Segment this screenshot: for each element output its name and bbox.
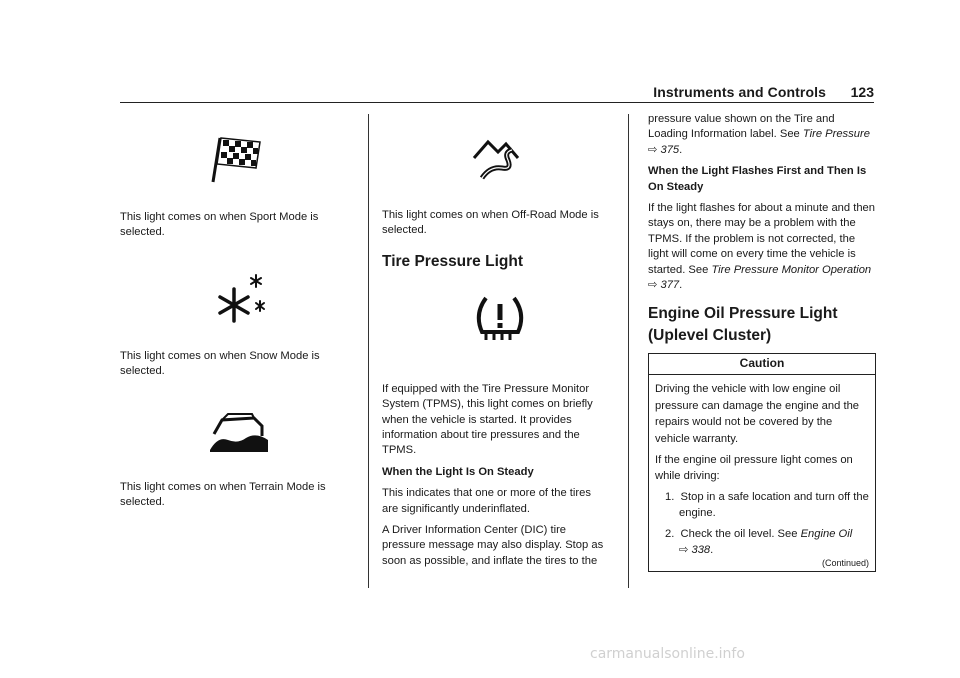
- terrain-icon-area: [120, 380, 348, 480]
- tpms-operation-page-ref[interactable]: 377: [660, 279, 680, 292]
- flash-text: If the light flashes for about a minute and then stays on, there may be a problem with the TPMS. If the problem is not corrected, the light will come on every time the vehicle is started. See Tire Pressure Monitor Operation ⇨ 377.: [648, 202, 876, 292]
- caution-step-2: 2. Check the oil level. See Engine Oil ⇨ 338.: [665, 528, 853, 556]
- flash-body: If the light flashes for about a minute and then stays on, there may be a problem with the TPMS. If the problem is not corrected, the light will come on every time the vehicle is started. See: [648, 202, 876, 276]
- ref-arrow-icon: ⇨: [648, 143, 658, 156]
- ref-arrow-icon: ⇨: [648, 279, 658, 292]
- step-2-body: 2. Check the oil level. See: [665, 528, 798, 541]
- column-2: [382, 112, 610, 569]
- caution-paragraph-1: Driving the vehicle with low engine oil pressure can damage the engine and the repairs would not be covered by the vehicle warranty.: [655, 383, 860, 445]
- snowflake-icon: [212, 271, 268, 327]
- terrain-vehicle-icon: [208, 410, 270, 454]
- engine-oil-page-ref[interactable]: 338: [691, 543, 711, 556]
- tire-pressure-icon: [474, 294, 526, 346]
- caution-body: [649, 375, 875, 570]
- tpms-operation-link[interactable]: Tire Pressure Monitor Operation: [711, 263, 872, 276]
- watermark: carmanualsonline.info: [590, 646, 745, 662]
- continuation-body: pressure value shown on the Tire and Loading Information label. See: [648, 113, 835, 141]
- oil-pressure-heading: Engine Oil Pressure Light (Uplevel Cluster): [648, 305, 838, 345]
- tire-pressure-link[interactable]: Tire Pressure: [802, 128, 870, 141]
- caution-title: Caution: [649, 354, 875, 375]
- offroad-icon-area: [382, 112, 610, 208]
- steady-text: This indicates that one or more of the tires are significantly underinflated.: [382, 487, 591, 515]
- tpms-icon-area: [382, 272, 610, 382]
- tpms-heading: Tire Pressure Light: [382, 252, 523, 270]
- column-divider-2: [628, 114, 629, 588]
- ref-arrow-icon: ⇨: [679, 543, 689, 556]
- terrain-mode-text: This light comes on when Terrain Mode is selected.: [120, 480, 326, 509]
- checkered-flag-icon: [210, 132, 266, 184]
- snow-mode-text: This light comes on when Snow Mode is selected.: [120, 349, 320, 378]
- dic-text: A Driver Information Center (DIC) tire pressure message may also display. Stop as soon as possible, and inflate the tires to the: [382, 524, 604, 567]
- caution-paragraph-2: If the engine oil pressure light comes on while driving:: [655, 454, 853, 482]
- column-3: [648, 112, 876, 572]
- caution-step-1: 1. Stop in a safe location and turn off the engine.: [665, 491, 869, 519]
- column-1: [120, 112, 348, 510]
- sport-mode-text: This light comes on when Sport Mode is selected.: [120, 211, 319, 239]
- tpms-intro-text: If equipped with the Tire Pressure Monitor System (TPMS), this light comes on briefly when the vehicle is started. It provides information about tire pressures and the TPMS.: [382, 382, 593, 457]
- offroad-mountain-icon: [468, 132, 528, 182]
- caution-box: [648, 353, 876, 571]
- snow-icon-area: [120, 241, 348, 349]
- section-title: Instruments and Controls: [653, 84, 826, 100]
- page-number: 123: [850, 84, 874, 100]
- offroad-mode-text: This light comes on when Off-Road Mode is selected.: [382, 209, 599, 237]
- column-divider-1: [368, 114, 369, 588]
- tire-pressure-page-ref[interactable]: 375: [660, 143, 680, 156]
- continued-label: (Continued): [821, 557, 869, 568]
- flash-heading: When the Light Flashes First and Then Is On Steady: [648, 165, 867, 193]
- pressure-continuation-text: pressure value shown on the Tire and Loading Information label. See Tire Pressure ⇨ 375.: [648, 113, 870, 156]
- steady-heading: When the Light Is On Steady: [382, 465, 534, 478]
- page-header: [120, 84, 874, 103]
- engine-oil-link[interactable]: Engine Oil: [800, 528, 853, 541]
- sport-icon-area: [120, 112, 348, 210]
